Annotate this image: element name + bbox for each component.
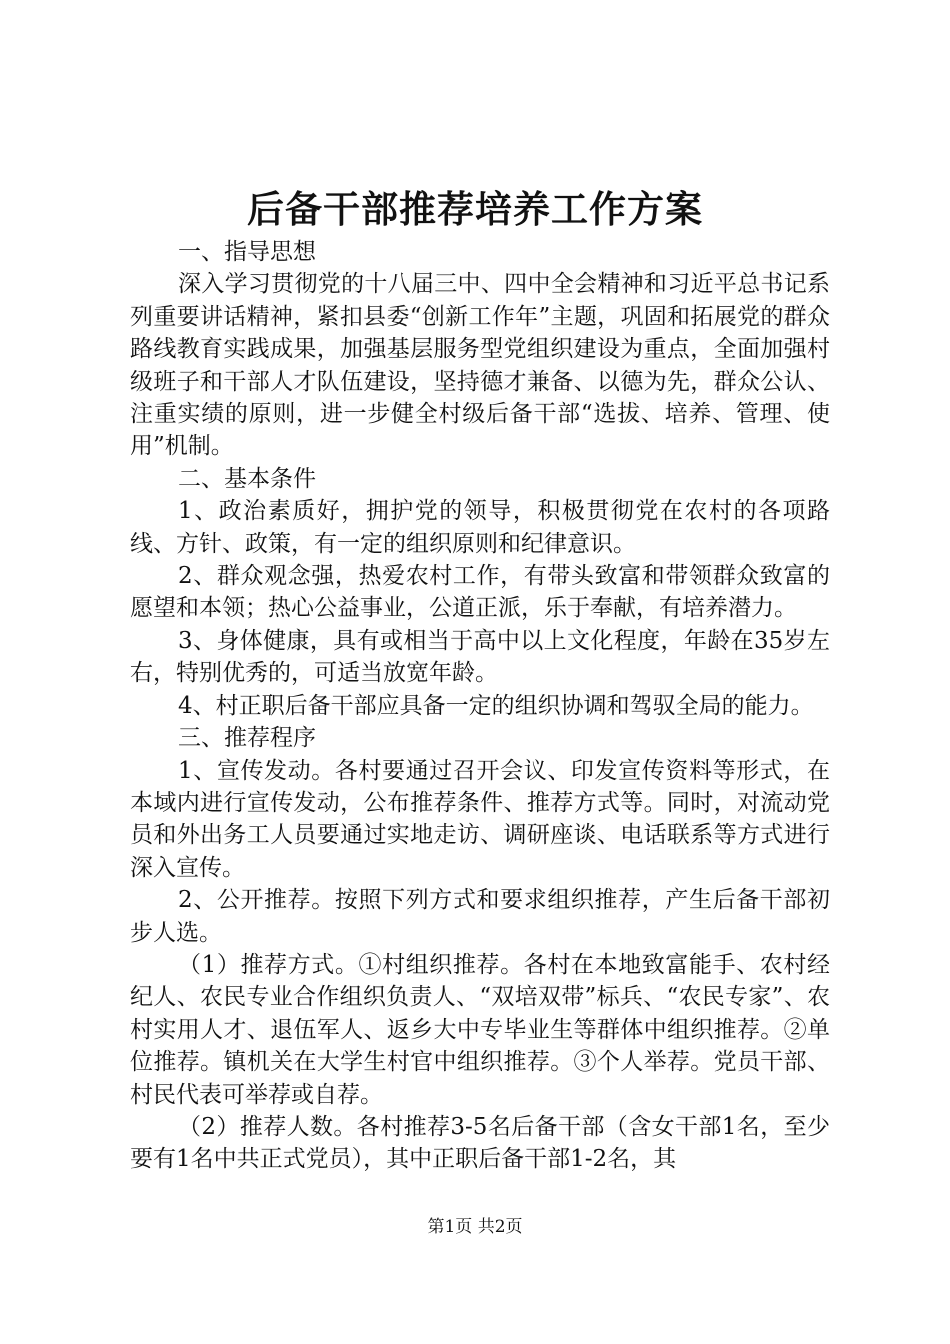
- paragraph-guiding-ideology: 深入学习贯彻党的十八届三中、四中全会精神和习近平总书记系列重要讲话精神，紧扣县委“创新工作年”主题，巩固和拓展党的群众路线教育实践成果，加强基层服务型党组织建设为重点，全面加强村级班子和干部人才队伍建设，坚持德才兼备、以德为先，群众公认、注重实绩的原则，进一步健全村级后备干部“选拔、培养、管理、使用”机制。: [130, 271, 830, 460]
- paragraph-condition-4: 4、村正职后备干部应具备一定的组织协调和驾驭全局的能力。: [178, 692, 814, 719]
- paragraph-recommendation-method: （1）推荐方式。①村组织推荐。各村在本地致富能手、农村经纪人、农民专业合作组织负责人、“双培双带”标兵、“农民专家”、农村实用人才、退伍军人、返乡大中专毕业生等群体中组织推荐。②单位推荐。镇机关在大学生村官中组织推荐。③个人举荐。党员干部、村民代表可举荐或自荐。: [130, 951, 830, 1108]
- paragraph-procedure-1: 1、宣传发动。各村要通过召开会议、印发宣传资料等形式，在本域内进行宣传发动，公布推荐条件、推荐方式等。同时，对流动党员和外出务工人员要通过实地走访、调研座谈、电话联系等方式进行深入宣传。: [130, 757, 830, 881]
- section-heading-recommendation-procedure: 三、推荐程序: [178, 725, 316, 752]
- section-heading-basic-conditions: 二、基本条件: [178, 465, 316, 492]
- paragraph-condition-3: 3、身体健康，具有或相当于高中以上文化程度，年龄在35岁左右，特别优秀的，可适当放宽年龄。: [130, 627, 830, 687]
- page-footer: 第1页 共2页: [427, 1217, 523, 1237]
- paragraph-condition-2: 2、群众观念强，热爱农村工作，有带头致富和带领群众致富的愿望和本领；热心公益事业，公道正派，乐于奉献，有培养潜力。: [130, 563, 830, 622]
- document-title: 后备干部推荐培养工作方案: [247, 187, 703, 231]
- document-body: [130, 236, 830, 1176]
- section-heading-guiding-ideology: 一、指导思想: [178, 239, 316, 265]
- paragraph-recommendation-count: （2）推荐人数。各村推荐3-5名后备干部（含女干部1名，至少要有1名中共正式党员），其中正职后备干部1-2名，其: [130, 1113, 830, 1173]
- paragraph-condition-1: 1、政治素质好，拥护党的领导，积极贯彻党在农村的各项路线、方针、政策，有一定的组织原则和纪律意识。: [130, 498, 830, 557]
- paragraph-procedure-2: 2、公开推荐。按照下列方式和要求组织推荐，产生后备干部初步人选。: [130, 887, 830, 946]
